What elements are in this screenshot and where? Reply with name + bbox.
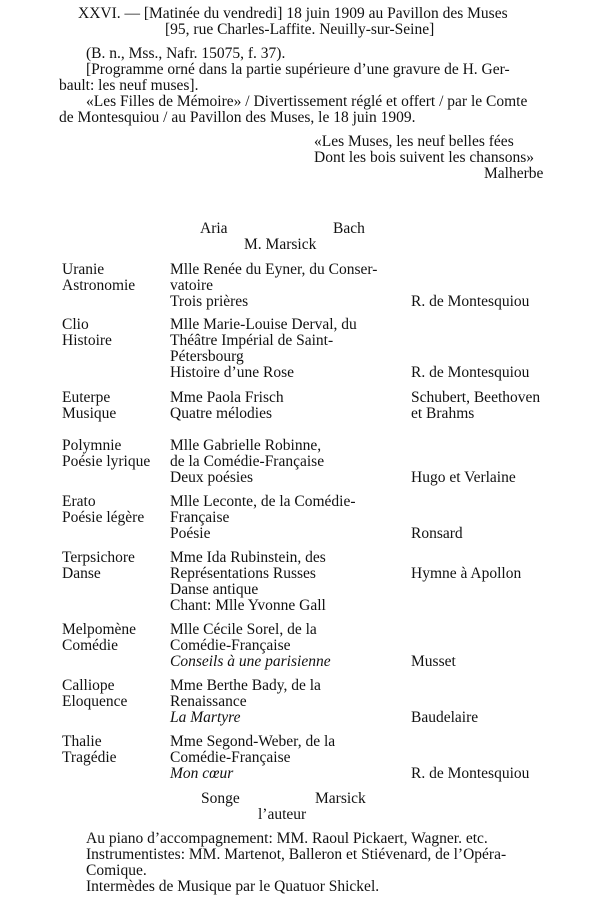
work-author: Hymne à Apollon — [411, 565, 522, 582]
work-author: R. de Montesquiou — [411, 293, 530, 310]
closing-piece: Songe — [201, 790, 240, 807]
performer-detail: Représentations Russes — [170, 565, 316, 582]
muse-name: Terpsichore — [62, 549, 135, 566]
performer-detail: Théâtre Impérial de Saint- — [170, 332, 334, 349]
performer-detail: Mlle Renée du Eyner, du Conser- — [170, 261, 378, 278]
performer-detail: Renaissance — [170, 693, 247, 710]
work-author: Hugo et Verlaine — [411, 469, 516, 486]
epigraph-line: «Les Muses, les neuf belles fées — [314, 133, 514, 150]
muse-domain: Histoire — [62, 332, 112, 349]
performer-detail: Pétersbourg — [170, 348, 244, 365]
performer-detail: Mme Berthe Bady, de la — [170, 677, 321, 694]
opening-performer: M. Marsick — [244, 236, 317, 253]
performer-detail: vatoire — [170, 277, 214, 294]
performer-detail: Mlle Cécile Sorel, de la — [170, 621, 317, 638]
opening-composer: Bach — [333, 220, 365, 237]
muse-domain: Eloquence — [62, 693, 128, 710]
performer-detail: Mon cœur — [170, 765, 234, 782]
performer-detail: Française — [170, 509, 230, 526]
work-author: Schubert, Beethoven — [411, 389, 541, 406]
performer-detail: Mme Ida Rubinstein, des — [170, 549, 326, 566]
muse-domain: Tragédie — [62, 749, 117, 766]
performer-detail: Trois prières — [170, 293, 249, 310]
opening-piece: Aria — [200, 220, 228, 237]
muse-domain: Poésie légère — [62, 509, 145, 526]
muse-name: Thalie — [62, 733, 102, 750]
work-author: Ronsard — [411, 525, 463, 542]
work-author: Musset — [411, 653, 456, 670]
performer-detail: Mlle Gabrielle Robinne, — [170, 437, 322, 454]
performer-detail: Deux poésies — [170, 469, 254, 486]
work-author: R. de Montesquiou — [411, 364, 530, 381]
footer-instrumentalists-cont: Comique. — [86, 862, 147, 879]
muse-name: Calliope — [62, 677, 115, 694]
work-author: R. de Montesquiou — [411, 765, 530, 782]
epigraph-author: Malherbe — [484, 165, 544, 182]
programme-title-cont: de Montesquiou / au Pavillon des Muses, le 18 juin 1909. — [59, 109, 416, 126]
performer-detail: La Martyre — [170, 709, 241, 726]
muse-domain: Poésie lyrique — [62, 453, 151, 470]
performer-detail: de la Comédie-Française — [170, 453, 325, 470]
manuscript-reference: (B. n., Mss., Nafr. 15075, f. 37). — [86, 45, 286, 62]
performer-detail: Quatre mélodies — [170, 405, 273, 422]
footer-instrumentalists: Instrumentistes: MM. Martenot, Balleron et Stiévenard, de l’Opéra- — [86, 846, 507, 863]
programme-description: [Programme orné dans la partie supérieure d’une gravure de H. Ger- — [86, 61, 510, 78]
performer-detail: Comédie-Française — [170, 637, 291, 654]
performer-detail: Danse antique — [170, 581, 259, 598]
muse-name: Erato — [62, 493, 96, 510]
entry-address: [95, rue Charles-Laffite. Neuilly-sur-Seine] — [165, 21, 435, 38]
muse-domain: Comédie — [62, 637, 118, 654]
performer-detail: Mlle Marie-Louise Derval, du — [170, 316, 357, 333]
entry-heading: XXVI. — [Matinée du vendredi] 18 juin 1909 au Pavillon des Muses — [78, 5, 508, 22]
muse-name: Polymnie — [62, 437, 122, 454]
programme-description-cont: bault: les neuf muses]. — [59, 77, 199, 94]
muse-domain: Astronomie — [62, 277, 136, 294]
work-author: Baudelaire — [411, 709, 479, 726]
performer-detail: Histoire d’une Rose — [170, 364, 294, 381]
performer-detail: Conseils à une parisienne — [170, 653, 331, 670]
epigraph-line: Dont les bois suivent les chansons» — [314, 149, 534, 166]
programme-title: «Les Filles de Mémoire» / Divertissement réglé et offert / par le Comte — [86, 93, 528, 110]
footer-intermedes: Intermèdes de Musique par le Quatuor Shickel. — [86, 878, 380, 895]
muse-name: Clio — [62, 316, 89, 333]
work-author: et Brahms — [411, 405, 475, 422]
closing-composer: Marsick — [315, 790, 366, 807]
performer-detail: Mme Segond-Weber, de la — [170, 733, 336, 750]
closing-performer: l’auteur — [258, 806, 307, 823]
muse-domain: Danse — [62, 565, 101, 582]
performer-detail: Mlle Leconte, de la Comédie- — [170, 493, 356, 510]
muse-name: Melpomène — [62, 621, 137, 638]
muse-name: Euterpe — [62, 389, 111, 406]
performer-detail: Mme Paola Frisch — [170, 389, 284, 406]
performer-detail: Poésie — [170, 525, 211, 542]
muse-domain: Musique — [62, 405, 117, 422]
muse-name: Uranie — [62, 261, 105, 278]
footer-piano: Au piano d’accompagnement: MM. Raoul Pickaert, Wagner. etc. — [86, 830, 488, 847]
performer-detail: Chant: Mlle Yvonne Gall — [170, 597, 326, 614]
performer-detail: Comédie-Française — [170, 749, 291, 766]
